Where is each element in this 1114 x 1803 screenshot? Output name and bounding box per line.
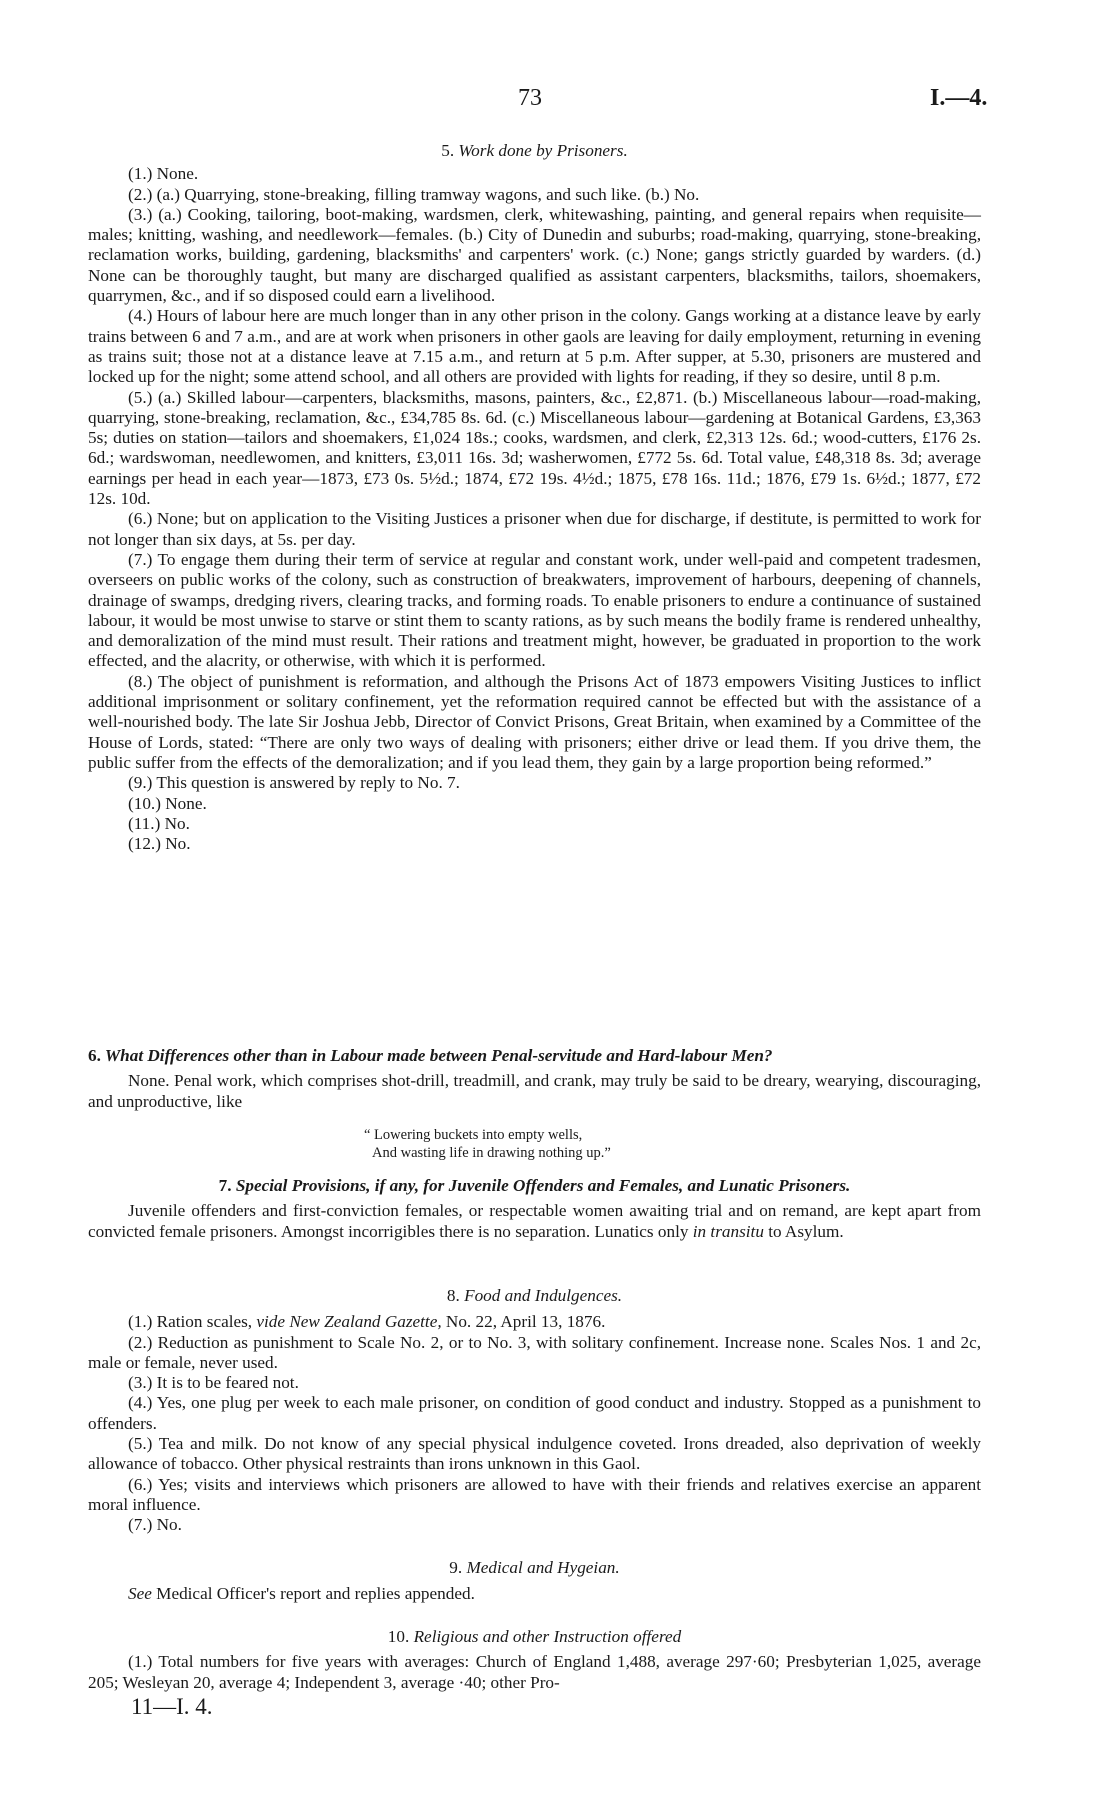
quote-line: “ Lowering buckets into empty wells, — [364, 1126, 583, 1143]
paragraph: (1.) None. — [128, 164, 199, 184]
section-heading — [88, 1627, 981, 1647]
section-title: Special Provisions, if any, for Juvenile Offenders and Females, and Lunatic Prisoners. — [235, 1176, 851, 1195]
paragraph: (10.) None. — [128, 793, 207, 813]
paragraph: (4.) Yes, one plug per week to each male prisoner, on condition of good conduct and industry. Stopped as a punishment to offenders. — [88, 1393, 981, 1433]
paragraph: (1.) Total numbers for five years with averages: Church of England 1,488, average 297·60; Presbyterian 1,025, average 205; Wesleyan 20, average 4; Independent 3, average ·40; other Pro- — [88, 1652, 981, 1692]
paragraph: (2.) (a.) Quarrying, stone-breaking, filling tramway wagons, and such like. (b.) No. — [128, 184, 700, 204]
paragraph: (6.) Yes; visits and interviews which prisoners are allowed to have with their friends and relatives exercise an apparent moral influence. — [88, 1474, 981, 1514]
section-8 — [88, 1286, 981, 1536]
section-5 — [88, 141, 981, 854]
section-title: What Differences other than in Labour made between Penal-servitude and Hard-labour Men? — [104, 1046, 773, 1065]
section-6 — [88, 1046, 981, 1162]
page-number: 73 — [518, 85, 542, 111]
text: Juvenile offenders and first-conviction females, or respectable women awaiting trial and on remand, are kept apart from convicted female prisoners. Amongst incorrigibles there is no separation. Lunatics only — [88, 1201, 981, 1241]
signature-mark: 11—I. 4. — [131, 1694, 213, 1719]
section-number: 8. — [446, 1286, 460, 1305]
paragraph: (11.) No. — [128, 813, 190, 833]
section-title: Work done by Prisoners. — [458, 141, 628, 160]
section-title: Food and Indulgences. — [464, 1286, 623, 1305]
verse-quote — [364, 1126, 981, 1162]
text: (1.) Ration scales, — [128, 1312, 257, 1332]
section-number: 6. — [88, 1046, 101, 1065]
section-heading — [88, 141, 981, 161]
italic-text: See — [128, 1584, 152, 1604]
paragraph — [88, 1312, 981, 1332]
italic-text: vide New Zealand Gazette, — [256, 1312, 442, 1332]
paragraph: (7.) To engage them during their term of service at regular and constant work, under well-paid and competent tradesmen, overseers on public works of the colony, such as construction of breakwaters, improvement of harbours, deepening of channels, drainage of swamps, dredging rivers, clearing tracks, and forming roads. To enable prisoners to endure a continuance of sustained labour, it would be most unwise to starve or stint them to scanty rations, as by such means the bodily frame is rendered unhealthy, and demoralization of the mind must result. Their rations and treatment might, however, be graduated in proportion to the work effected, and the alacrity, or otherwise, with which it is performed. — [88, 549, 981, 671]
paragraph: (6.) None; but on application to the Visiting Justices a prisoner when due for discharge, if destitute, is permitted to work for not longer than six days, at 5s. per day. — [88, 509, 981, 549]
paragraph: (5.) Tea and milk. Do not know of any special physical indulgence coveted. Irons dreaded, also deprivation of weekly allowance of tobacco. Other physical restraints than irons unknown in this Gaol. — [88, 1434, 981, 1474]
paragraph: (7.) No. — [128, 1515, 182, 1535]
section-heading — [88, 1176, 981, 1196]
section-number: 5. — [441, 141, 455, 160]
paragraph: (2.) Reduction as punishment to Scale No. 2, or to No. 3, with solitary confinement. Increase none. Scales Nos. 1 and 2c, male or female, never used. — [88, 1332, 981, 1372]
paragraph: (3.) (a.) Cooking, tailoring, boot-making, wardsmen, clerk, whitewashing, painting, and general repairs when requisite—males; knitting, washing, and needlework—females. (b.) City of Dunedin and suburbs; road-making, quarrying, stone-breaking, reclamation works, building, gardening, blacksmiths' and carpenters' work. (c.) None; gangs strictly guarded by warders. (d.) None can be thoroughly taught, but many are discharged qualified as assistant carpenters, blacksmiths, tailors, shoemakers, quarrymen, &c., and if so disposed could earn a livelihood. — [88, 204, 981, 306]
paragraph: (3.) It is to be feared not. — [128, 1373, 299, 1393]
section-title: Religious and other Instruction offered — [413, 1627, 682, 1646]
section-number: 7. — [218, 1176, 232, 1195]
section-7 — [88, 1176, 981, 1242]
section-number: 10. — [387, 1627, 410, 1646]
paragraph — [88, 1201, 981, 1242]
paragraph: (8.) The object of punishment is reformation, and although the Prisons Act of 1873 empowers Visiting Justices to inflict additional imprisonment or solitary confinement, yet the reformation required cannot be effected but with the assistance of a well-nourished body. The late Sir Joshua Jebb, Director of Convict Prisons, Great Britain, when examined by a Committee of the House of Lords, stated: “There are only two ways of dealing with prisoners; either drive or lead them. If you drive them, the public suffer from the effects of the demoralization; and if you lead them, they gain by a large proportion being reformed.” — [88, 671, 981, 772]
document-reference: I.—4. — [930, 85, 988, 111]
section-9 — [88, 1558, 981, 1605]
section-title: Medical and Hygeian. — [466, 1558, 620, 1577]
paragraph: (12.) No. — [128, 834, 191, 854]
paragraph: (5.) (a.) Skilled labour—carpenters, blacksmiths, masons, painters, &c., £2,871. (b.) Miscellaneous labour—road-making, quarrying, stone-breaking, reclamation, &c., £34,785 8s. 6d. (c.) Miscellaneous labour—gardening at Botanical Gardens, £3,363 5s; duties on station—tailors and shoemakers, £1,024 18s.; cooks, wardsmen, and clerk, £2,313 12s. 6d.; wood-cutters, £176 2s. 6d.; wardswoman, needlewomen, and knitters, £3,011 16s. 3d; washerwomen, £772 5s. 6d. Total value, £48,318 8s. 3d; average earnings per head in each year—1873, £73 0s. 5½d.; 1874, £72 19s. 4½d.; 1875, £78 16s. 11d.; 1876, £79 1s. 6½d.; 1877, £72 12s. 10d. — [88, 387, 981, 509]
section-10 — [88, 1627, 981, 1693]
paragraph — [88, 1584, 981, 1604]
section-heading — [88, 1286, 981, 1306]
text: to Asylum. — [763, 1221, 844, 1241]
text: No. 22, April 13, 1876. — [441, 1312, 606, 1332]
section-number: 9. — [449, 1558, 463, 1577]
quote-line: And wasting life in drawing nothing up.” — [372, 1144, 611, 1161]
section-heading — [88, 1558, 981, 1578]
paragraph: (9.) This question is answered by reply to No. 7. — [128, 773, 460, 793]
paragraph: None. Penal work, which comprises shot-drill, treadmill, and crank, may truly be said to be dreary, wearying, discouraging, and unproductive, like — [88, 1071, 981, 1111]
paragraph: (4.) Hours of labour here are much longer than in any other prison in the colony. Gangs working at a distance leave by early trains between 6 and 7 a.m., and are at work when prisoners in other gaols are leaving for daily employment, returning in evening as trains suit; those not at a distance leave at 7.15 a.m., and return at 5 p.m. After supper, at 5.30, prisoners are mustered and locked up for the night; some attend school, and all others are provided with lights for reading, if they so desire, until 8 p.m. — [88, 306, 981, 387]
text: Medical Officer's report and replies appended. — [151, 1584, 475, 1604]
italic-text: in transitu — [692, 1221, 764, 1241]
section-heading — [88, 1046, 981, 1066]
